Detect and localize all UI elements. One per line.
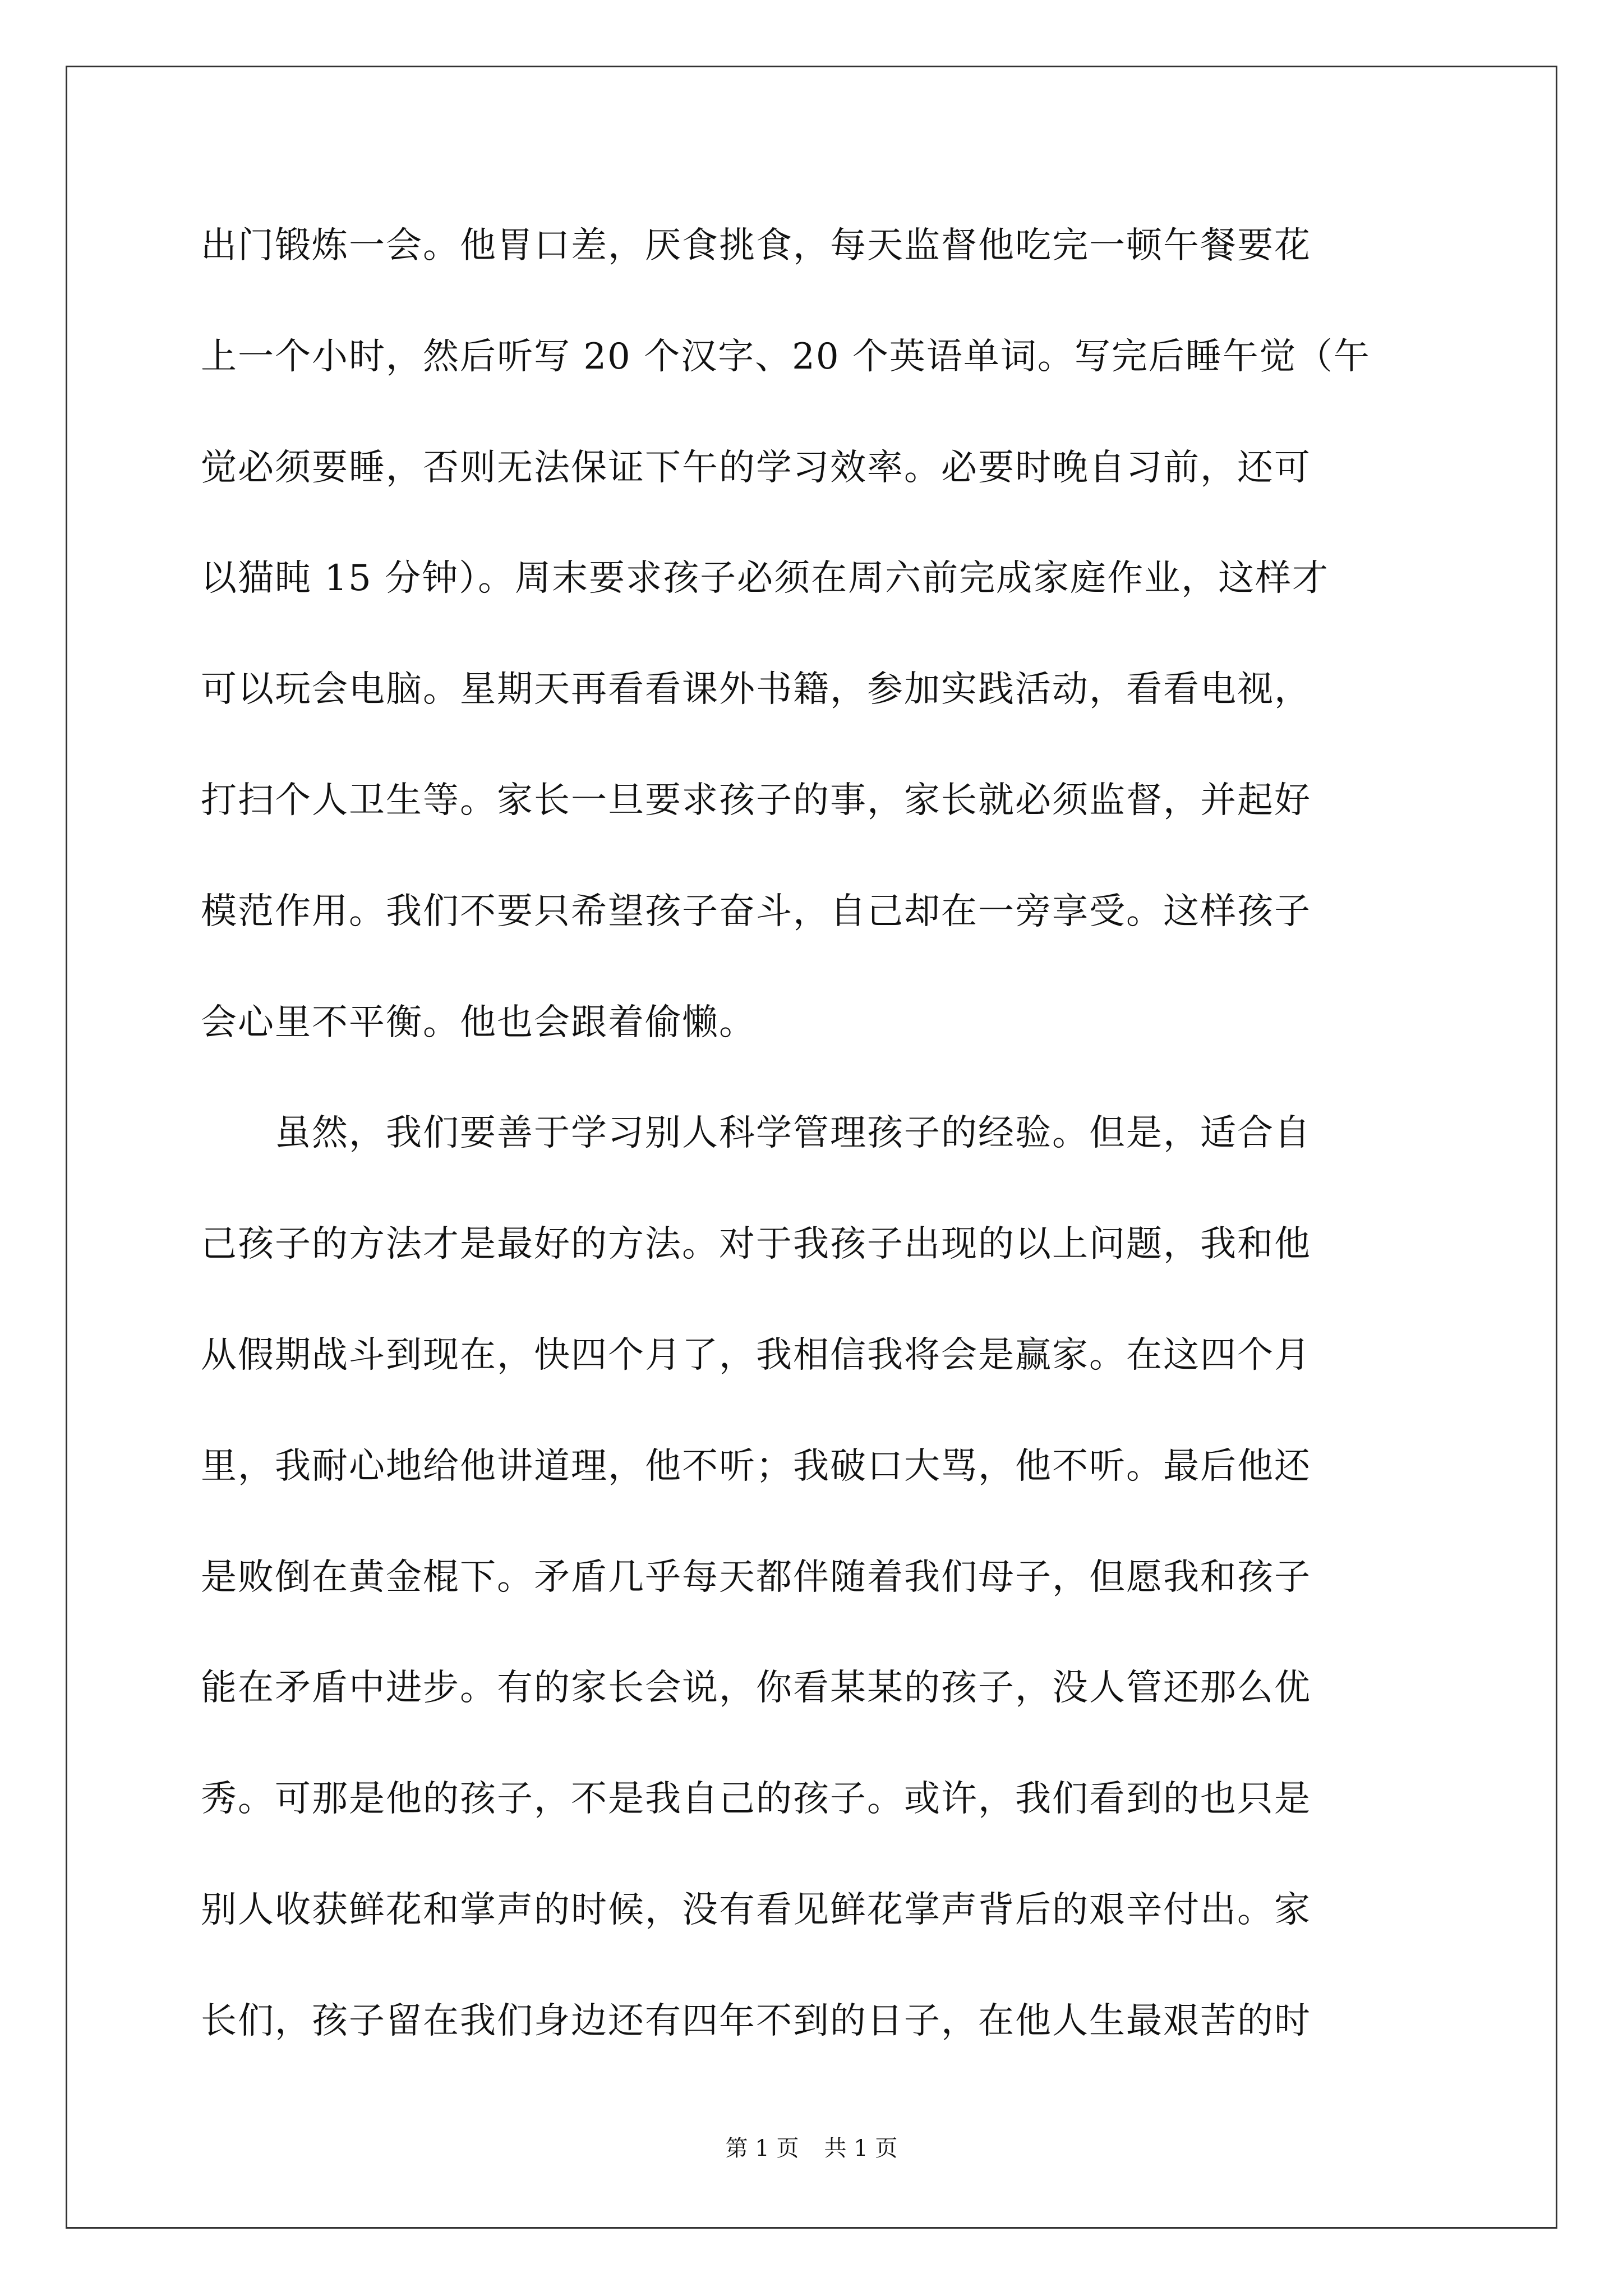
- text-line: 是败倒在黄金棍下。矛盾几乎每天都伴随着我们母子，但愿我和孩子: [201, 1557, 1311, 1598]
- page-footer: [0, 2134, 1623, 2162]
- text-line: 己孩子的方法才是最好的方法。对于我孩子出现的以上问题，我和他: [201, 1223, 1311, 1265]
- text-line: 长们，孩子留在我们身边还有四年不到的日子，在他人生最艰苦的时: [201, 2000, 1311, 2042]
- text-line: 别人收获鲜花和掌声的时候，没有看见鲜花掌声背后的艰辛付出。家: [201, 1889, 1311, 1931]
- text-line: 上一个小时，然后听写 20 个汉字、20 个英语单词。写完后睡午觉（午: [201, 336, 1371, 378]
- page-total: 共 1 页: [824, 2136, 898, 2161]
- text-line: 虽然，我们要善于学习别人科学管理孩子的经验。但是，适合自: [201, 1112, 1311, 1154]
- text-line: 觉必须要睡，否则无法保证下午的学习效率。必要时晚自习前，还可: [201, 447, 1311, 489]
- text-line: 模范作用。我们不要只希望孩子奋斗，自己却在一旁享受。这样孩子: [201, 891, 1311, 932]
- text-line: 里，我耐心地给他讲道理，他不听；我破口大骂，他不听。最后他还: [201, 1446, 1311, 1487]
- text-line: 可以玩会电脑。星期天再看看课外书籍，参加实践活动，看看电视，: [201, 669, 1311, 710]
- text-line: 秀。可那是他的孩子，不是我自己的孩子。或许，我们看到的也只是: [201, 1778, 1311, 1820]
- text-line: 能在矛盾中进步。有的家长会说，你看某某的孩子，没人管还那么优: [201, 1667, 1311, 1709]
- page-number: 第 1 页: [725, 2136, 799, 2161]
- text-line: 会心里不平衡。他也会跟着偷懒。: [201, 1002, 756, 1043]
- text-line: 以猫盹 15 分钟）。周末要求孩子必须在周六前完成家庭作业，这样才: [201, 558, 1330, 599]
- text-line: 打扫个人卫生等。家长一旦要求孩子的事，家长就必须监督，并起好: [201, 780, 1311, 821]
- text-line: 从假期战斗到现在，快四个月了，我相信我将会是赢家。在这四个月: [201, 1335, 1311, 1376]
- text-line: 出门锻炼一会。他胃口差，厌食挑食，每天监督他吃完一顿午餐要花: [201, 225, 1311, 266]
